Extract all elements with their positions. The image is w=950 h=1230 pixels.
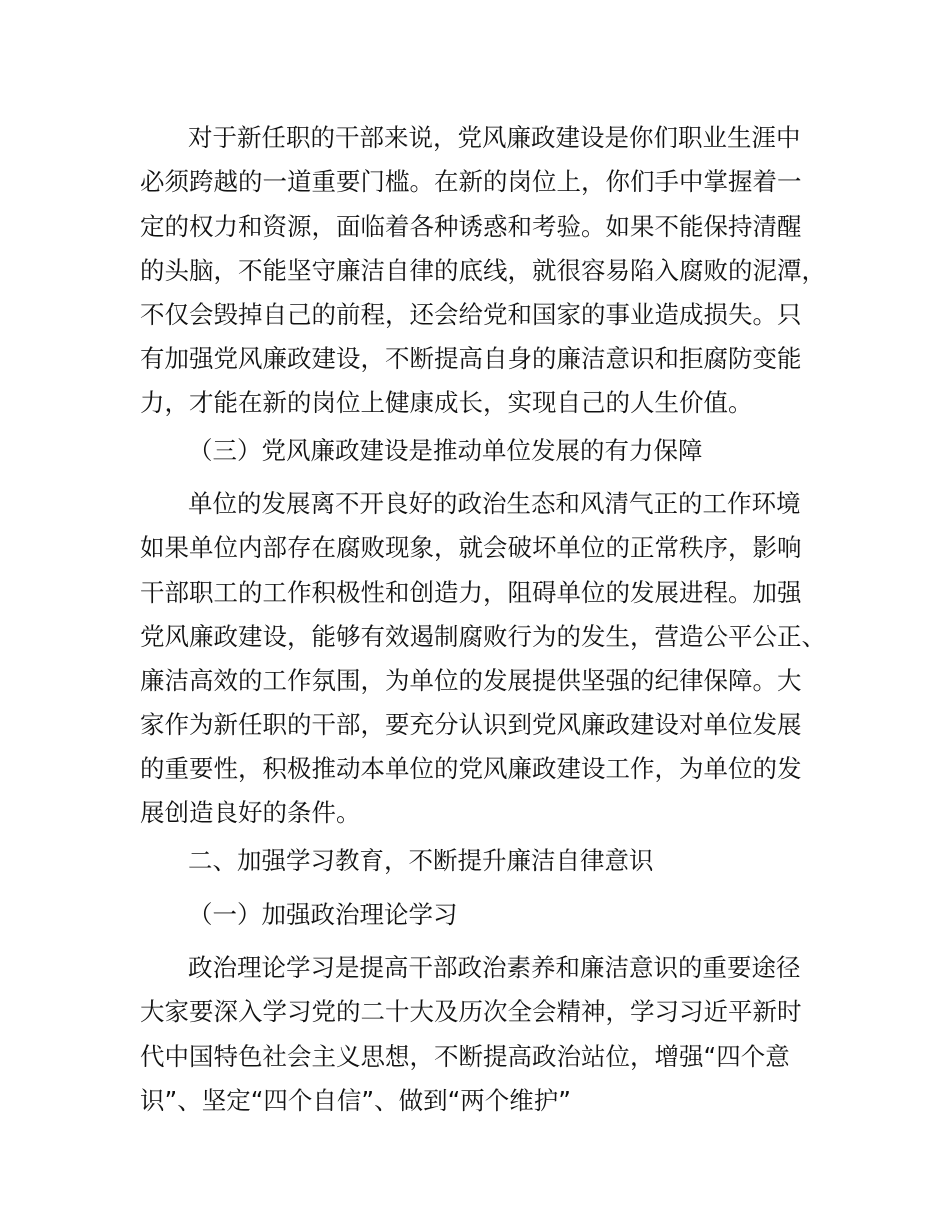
paragraph-line: 的头脑，不能坚守廉洁自律的底线，就很容易陷入腐败的泥潭，	[140, 256, 826, 285]
paragraph-line: 有加强党风廉政建设，不断提高自身的廉洁意识和拒腐防变能	[140, 344, 802, 373]
paragraph-line: 政治理论学习是提高干部政治素养和廉洁意识的重要途径	[188, 953, 801, 982]
subsection-heading: （一）加强政治理论学习	[188, 900, 458, 929]
paragraph-line: 大家要深入学习党的二十大及历次全会精神，学习习近平新时	[140, 997, 802, 1026]
paragraph-line: 定的权力和资源，面临着各种诱惑和考验。如果不能保持清醒	[140, 212, 802, 241]
paragraph-line: 如果单位内部存在腐败现象，就会破坏单位的正常秩序，影响	[140, 533, 802, 562]
paragraph-line: 不仅会毁掉自己的前程，还会给党和国家的事业造成损失。只	[140, 300, 802, 329]
paragraph-line: 单位的发展离不开良好的政治生态和风清气正的工作环境	[188, 489, 801, 518]
paragraph-line: 的重要性，积极推动本单位的党风廉政建设工作，为单位的发	[140, 754, 802, 783]
paragraph-line: 干部职工的工作积极性和创造力，阻碍单位的发展进程。加强	[140, 578, 802, 607]
section-title: 二、加强学习教育，不断提升廉洁自律意识	[188, 846, 654, 875]
paragraph-line: 党风廉政建设，能够有效遏制腐败行为的发生，营造公平公正、	[140, 622, 826, 651]
paragraph-line: 展创造良好的条件。	[140, 798, 361, 827]
paragraph-line: 代中国特色社会主义思想，不断提高政治站位，增强“四个意	[140, 1042, 790, 1071]
paragraph-line: 对于新任职的干部来说，党风廉政建设是你们职业生涯中	[188, 123, 801, 152]
subsection-heading: （三）党风廉政建设是推动单位发展的有力保障	[188, 436, 703, 465]
paragraph-line: 家作为新任职的干部，要充分认识到党风廉政建设对单位发展	[140, 710, 802, 739]
paragraph-line: 力，才能在新的岗位上健康成长，实现自己的人生价值。	[140, 388, 753, 417]
paragraph-line: 识”、坚定“四个自信”、做到“两个维护”	[140, 1086, 571, 1115]
paragraph-line: 必须跨越的一道重要门槛。在新的岗位上，你们手中掌握着一	[140, 167, 802, 196]
paragraph-line: 廉洁高效的工作氛围，为单位的发展提供坚强的纪律保障。大	[140, 666, 802, 695]
